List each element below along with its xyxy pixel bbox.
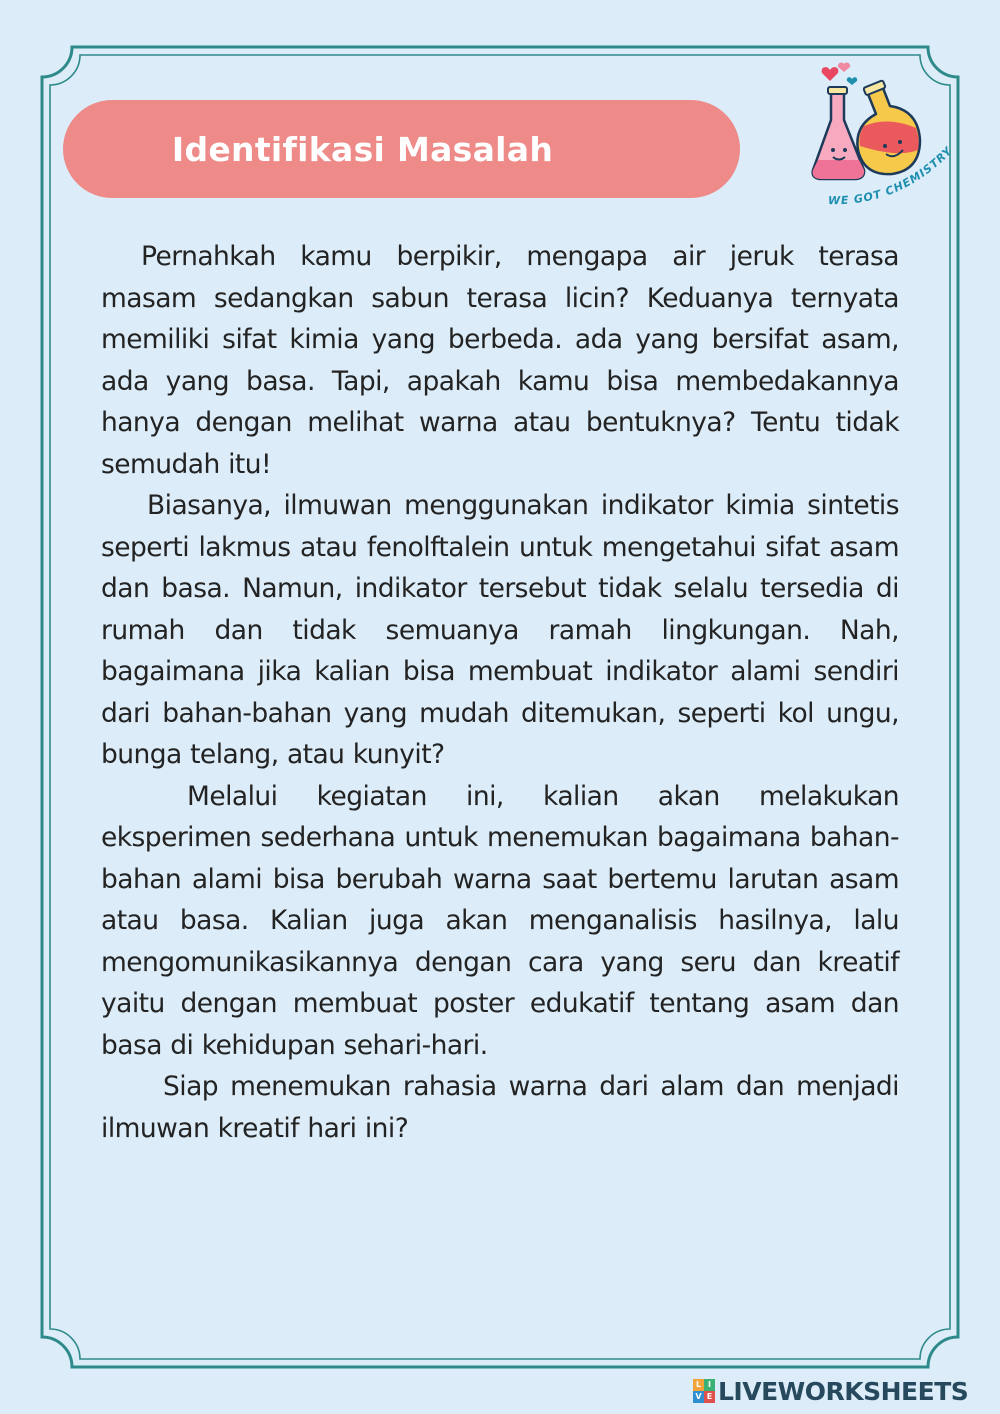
paragraph-activity: Melalui kegiatan ini, kalian akan melakukan eksperimen sederhana untuk menemukan bagaimana bahan-bahan alami bisa berubah warna saat bertemu larutan asam atau basa. Kalian juga akan menganalisis hasilnya, lalu mengomunikasikannya dengan cara yang seru dan kreatif yaitu dengan membuat poster edukatif tentang asam dan basa di kehidupan sehari-hari. [101, 780, 899, 1061]
logo-text: WE GOT CHEMISTRY [828, 144, 955, 208]
watermark-text: LIVEWORKSHEETS [718, 1376, 969, 1406]
liveworksheets-logo-icon: L I V E [693, 1379, 715, 1403]
paragraph-closing: Siap menemukan rahasia warna dari alam dan menjadi ilmuwan kreatif hari ini? [101, 1071, 899, 1144]
page-title: Identifikasi Masalah [171, 129, 554, 169]
title-banner [63, 100, 740, 198]
liveworksheets-watermark [693, 1376, 968, 1406]
paragraph-intro: Pernahkah kamu berpikir, mengapa air jeruk terasa masam sedangkan sabun terasa licin? Keduanya ternyata memiliki sifat kimia yang berbeda. ada yang bersifat asam, ada yang basa. Tapi, apakah kamu bisa membedakannya hanya dengan melihat warna atau bentuknya? Tentu tidak semudah itu! [101, 241, 899, 480]
article-body [101, 236, 899, 1149]
paragraph-indicators: Biasanya, ilmuwan menggunakan indikator kimia sintetis seperti lakmus atau fenolftalein untuk mengetahui sifat asam dan basa. Namun, indikator tersebut tidak selalu tersedia di rumah dan tidak semuanya ramah lingkungan. Nah, bagaimana jika kalian bisa membuat indikator alami sendiri dari bahan-bahan yang mudah ditemukan, seperti kol ungu, bunga telang, atau kunyit? [101, 490, 899, 770]
chemistry-flasks-icon [808, 62, 958, 212]
